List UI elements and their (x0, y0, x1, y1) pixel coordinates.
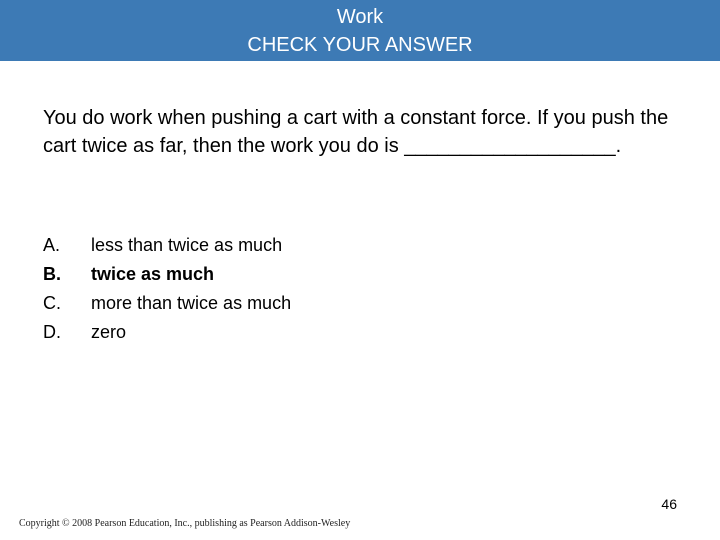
copyright-notice: Copyright © 2008 Pearson Education, Inc., publishing as Pearson Addison-Wesley (19, 518, 351, 529)
choice-d (43, 318, 443, 347)
choice-text: zero (91, 322, 127, 342)
choice-a (43, 231, 443, 260)
choice-b (43, 260, 443, 289)
choice-c (43, 289, 443, 318)
choice-text: less than twice as much (91, 235, 283, 255)
choice-text: more than twice as much (91, 293, 292, 313)
slide-title: Work (336, 6, 384, 28)
choice-letter: A. (43, 235, 61, 255)
choice-letter: C. (43, 293, 61, 313)
question-text: You do work when pushing a cart with a constant force. If you push the cart twice as far, then the work you do is ___________________. (43, 107, 669, 157)
slide-subtitle: CHECK YOUR ANSWER (247, 34, 473, 56)
choice-letter: B. (43, 264, 61, 284)
choice-text: twice as much (91, 264, 215, 284)
answer-choices (43, 231, 443, 347)
page-number: 46 (661, 496, 677, 512)
slide-header (0, 0, 720, 61)
choice-letter: D. (43, 322, 61, 342)
